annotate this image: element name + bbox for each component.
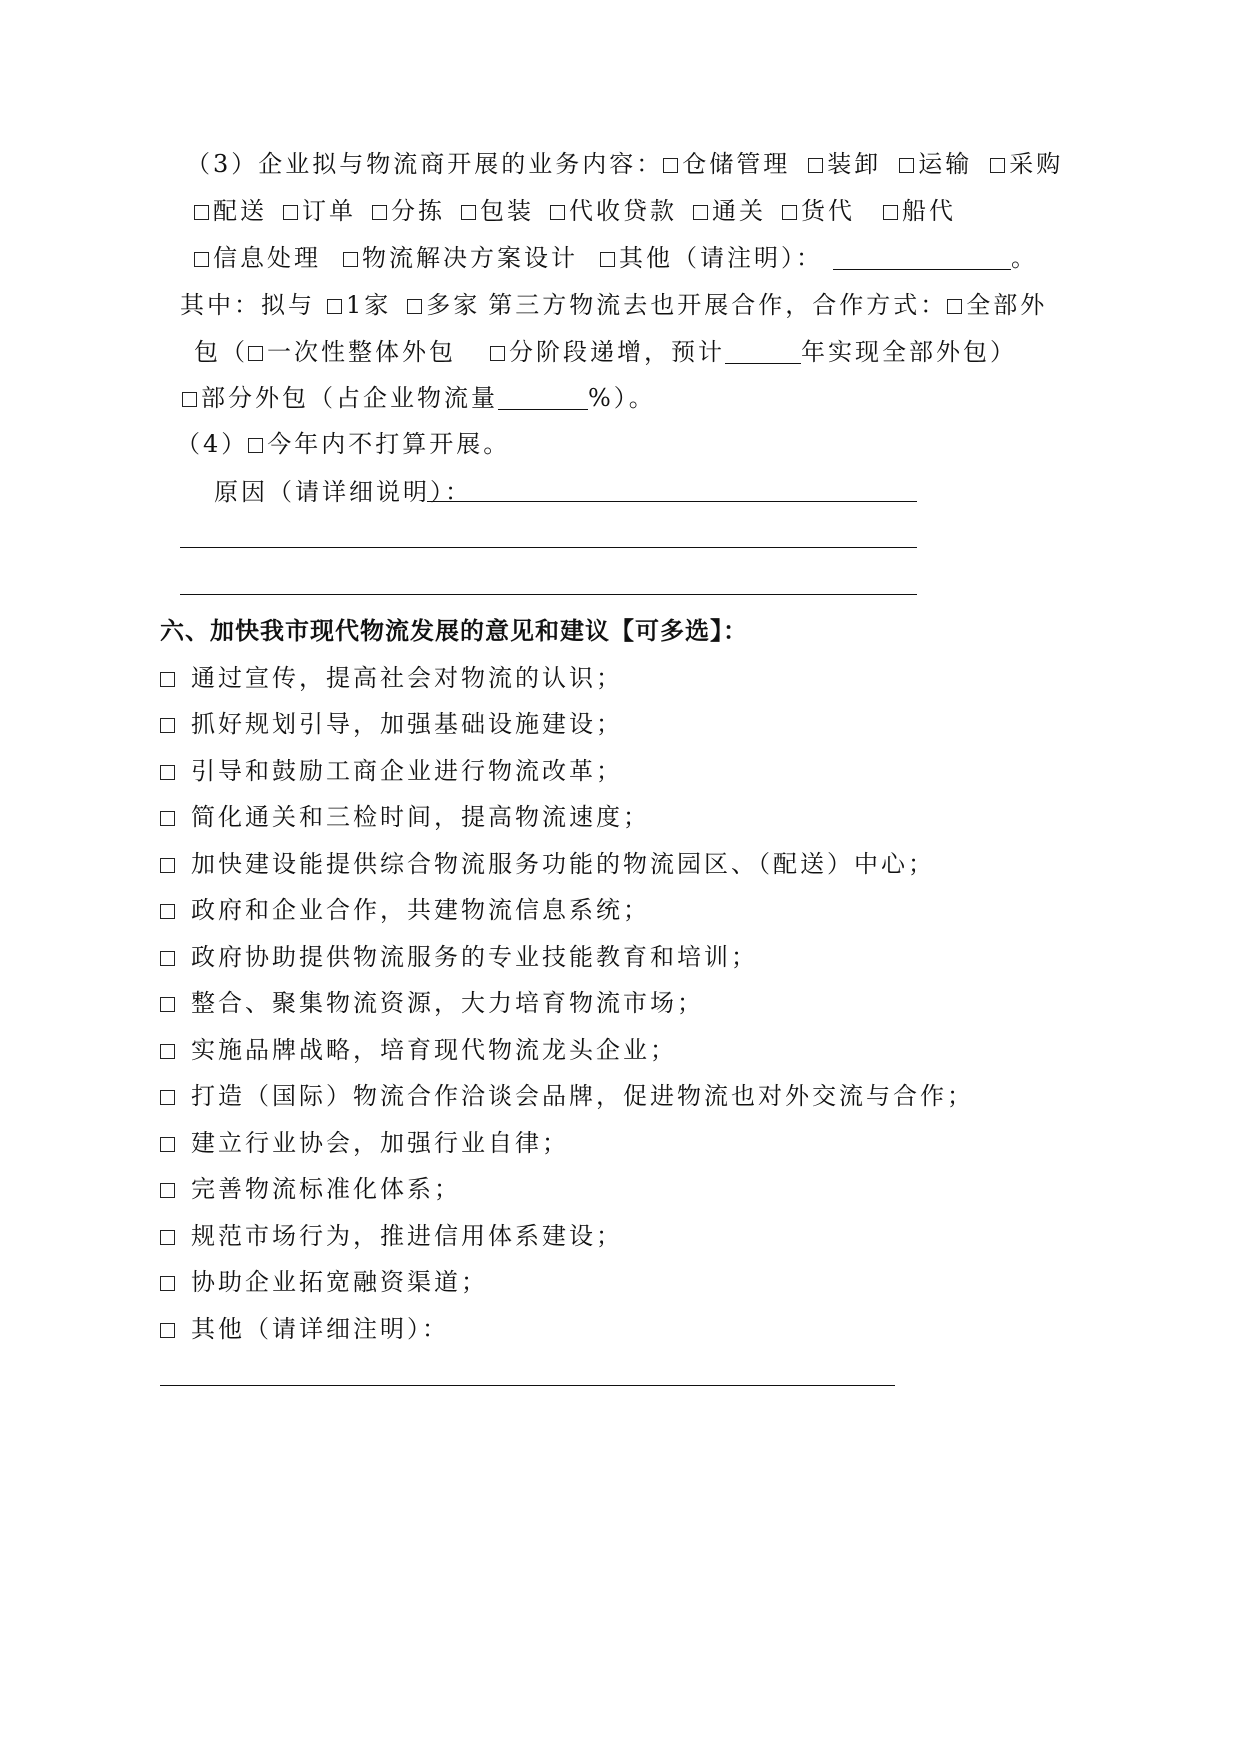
checkbox-suggestion[interactable]	[160, 1090, 175, 1105]
option-shipping-agency: 船代	[902, 197, 956, 225]
option-no-plan: 今年内不打算开展。	[267, 430, 511, 458]
checkbox-full-outsource[interactable]	[947, 299, 962, 314]
suggestion-item	[160, 801, 650, 833]
option-staged-outsource: 分阶段递增，预计	[509, 338, 725, 366]
checkbox-once-outsource[interactable]	[248, 346, 263, 361]
suggestion-item	[160, 1127, 569, 1159]
checkbox-purchasing[interactable]	[990, 158, 1005, 173]
section-6-title: 六、加快我市现代物流发展的意见和建议【可多选】：	[160, 617, 748, 645]
checkbox-warehousing[interactable]	[663, 158, 678, 173]
suggestion-item	[160, 1313, 449, 1345]
option-order: 订单	[302, 197, 356, 225]
q3-row-2	[194, 195, 956, 227]
option-distribution: 配送	[213, 197, 267, 225]
option-transport: 运输	[918, 150, 973, 178]
checkbox-suggestion[interactable]	[160, 1276, 175, 1291]
option-customs: 通关	[712, 197, 766, 225]
reason-line-3[interactable]	[180, 594, 917, 595]
suggestion-item	[160, 1080, 974, 1112]
suggestion-text: 简化通关和三检时间，提高物流速度；	[191, 803, 650, 831]
checkbox-suggestion[interactable]	[160, 1323, 175, 1338]
checkbox-cod[interactable]	[550, 205, 565, 220]
q3-lead: （3）企业拟与物流商开展的业务内容：	[186, 150, 664, 178]
suggestion-item	[160, 848, 935, 880]
option-info-processing: 信息处理	[213, 244, 321, 272]
checkbox-partial-outsource[interactable]	[182, 392, 197, 407]
checkbox-customs[interactable]	[693, 205, 708, 220]
checkbox-no-plan[interactable]	[248, 438, 263, 453]
suggestion-text: 打造（国际）物流合作洽谈会品牌，促进物流也对外交流与合作；	[191, 1082, 974, 1110]
checkbox-suggestion[interactable]	[160, 951, 175, 966]
checkbox-suggestion[interactable]	[160, 904, 175, 919]
checkbox-shipping-agency[interactable]	[883, 205, 898, 220]
suggestion-text: 规范市场行为，推进信用体系建设；	[191, 1222, 623, 1250]
suggestion-text: 其他（请详细注明）：	[191, 1315, 449, 1343]
checkbox-many-companies[interactable]	[407, 299, 422, 314]
full-outsource-cont: 包（	[194, 338, 248, 366]
checkbox-sorting[interactable]	[372, 205, 387, 220]
suggestion-item	[160, 894, 650, 926]
q4-row	[176, 428, 510, 460]
checkbox-suggestion[interactable]	[160, 672, 175, 687]
option-other-q3: 其他（请注明）：	[619, 244, 823, 272]
partner-lead: 其中：拟与	[180, 291, 315, 319]
checkbox-suggestion[interactable]	[160, 1230, 175, 1245]
checkbox-freight-agency[interactable]	[782, 205, 797, 220]
reason-row	[214, 476, 472, 508]
checkbox-loading[interactable]	[808, 158, 823, 173]
suggestion-item	[160, 1173, 461, 1205]
q4-lead: （4）	[176, 430, 249, 458]
suggestion-text: 抓好规划引导，加强基础设施建设；	[191, 710, 623, 738]
year-blank[interactable]	[725, 339, 801, 364]
checkbox-staged-outsource[interactable]	[490, 346, 505, 361]
q3-row-3	[194, 242, 1038, 274]
option-warehousing: 仓储管理	[682, 150, 791, 178]
suggestion-text: 加快建设能提供综合物流服务功能的物流园区、（配送）中心；	[191, 850, 935, 878]
suggestion-text: 协助企业拓宽融资渠道；	[191, 1268, 488, 1296]
reason-line-1[interactable]	[427, 501, 917, 502]
suggestion-item	[160, 755, 623, 787]
suggestion-text: 引导和鼓励工商企业进行物流改革；	[191, 757, 623, 785]
other-suggestion-line[interactable]	[160, 1385, 895, 1386]
percent-blank[interactable]	[498, 385, 588, 410]
checkbox-suggestion[interactable]	[160, 1183, 175, 1198]
option-loading: 装卸	[827, 150, 882, 178]
reason-label: 原因（请详细说明）：	[214, 478, 472, 506]
suggestion-item	[160, 1220, 623, 1252]
suggestion-item	[160, 987, 704, 1019]
checkbox-suggestion[interactable]	[160, 858, 175, 873]
checkbox-suggestion[interactable]	[160, 997, 175, 1012]
checkbox-suggestion[interactable]	[160, 765, 175, 780]
reason-line-2[interactable]	[180, 547, 917, 548]
other-q3-blank[interactable]	[833, 245, 1011, 270]
q3-row-4	[180, 289, 1047, 321]
checkbox-distribution[interactable]	[194, 205, 209, 220]
suggestion-text: 建立行业协会，加强行业自律；	[191, 1129, 569, 1157]
cooperation-mode-label: 第三方物流去也开展合作，合作方式：	[488, 291, 948, 319]
suggestion-text: 完善物流标准化体系；	[191, 1175, 461, 1203]
suggestion-text: 政府和企业合作，共建物流信息系统；	[191, 896, 650, 924]
option-sorting: 分拣	[391, 197, 445, 225]
checkbox-transport[interactable]	[899, 158, 914, 173]
suggestion-item	[160, 662, 623, 694]
option-one-company: 1家	[346, 291, 392, 319]
checkbox-packaging[interactable]	[461, 205, 476, 220]
option-many-companies: 多家	[426, 291, 481, 319]
suggestion-item	[160, 941, 758, 973]
checkbox-info-processing[interactable]	[194, 252, 209, 267]
option-packaging: 包装	[480, 197, 534, 225]
option-full-outsource: 全部外	[966, 291, 1048, 319]
checkbox-other-q3[interactable]	[600, 252, 615, 267]
checkbox-suggestion[interactable]	[160, 1044, 175, 1059]
suggestion-text: 整合、聚集物流资源，大力培育物流市场；	[191, 989, 704, 1017]
checkbox-suggestion[interactable]	[160, 1137, 175, 1152]
staged-end: 年实现全部外包）	[801, 338, 1017, 366]
suggestion-item	[160, 708, 623, 740]
suggestion-item	[160, 1034, 677, 1066]
checkbox-solution-design[interactable]	[343, 252, 358, 267]
suggestion-item	[160, 1266, 488, 1298]
option-once-outsource: 一次性整体外包	[267, 338, 456, 366]
suggestion-text: 通过宣传，提高社会对物流的认识；	[191, 664, 623, 692]
q3-period: 。	[1011, 244, 1038, 272]
option-partial-outsource: 部分外包（占企业物流量	[201, 384, 498, 412]
checkbox-suggestion[interactable]	[160, 718, 175, 733]
option-freight-agency: 货代	[801, 197, 855, 225]
checkbox-order[interactable]	[283, 205, 298, 220]
suggestion-text: 实施品牌战略，培育现代物流龙头企业；	[191, 1036, 677, 1064]
q3-row-5	[194, 336, 1017, 368]
option-solution-design: 物流解决方案设计	[362, 244, 578, 272]
q3-row-6	[182, 382, 656, 414]
option-cod: 代收贷款	[569, 197, 677, 225]
partial-end: %）。	[588, 384, 656, 412]
q3-row-1	[186, 148, 1063, 180]
suggestion-text: 政府协助提供物流服务的专业技能教育和培训；	[191, 943, 758, 971]
option-purchasing: 采购	[1009, 150, 1064, 178]
checkbox-one-company[interactable]	[327, 299, 342, 314]
checkbox-suggestion[interactable]	[160, 811, 175, 826]
